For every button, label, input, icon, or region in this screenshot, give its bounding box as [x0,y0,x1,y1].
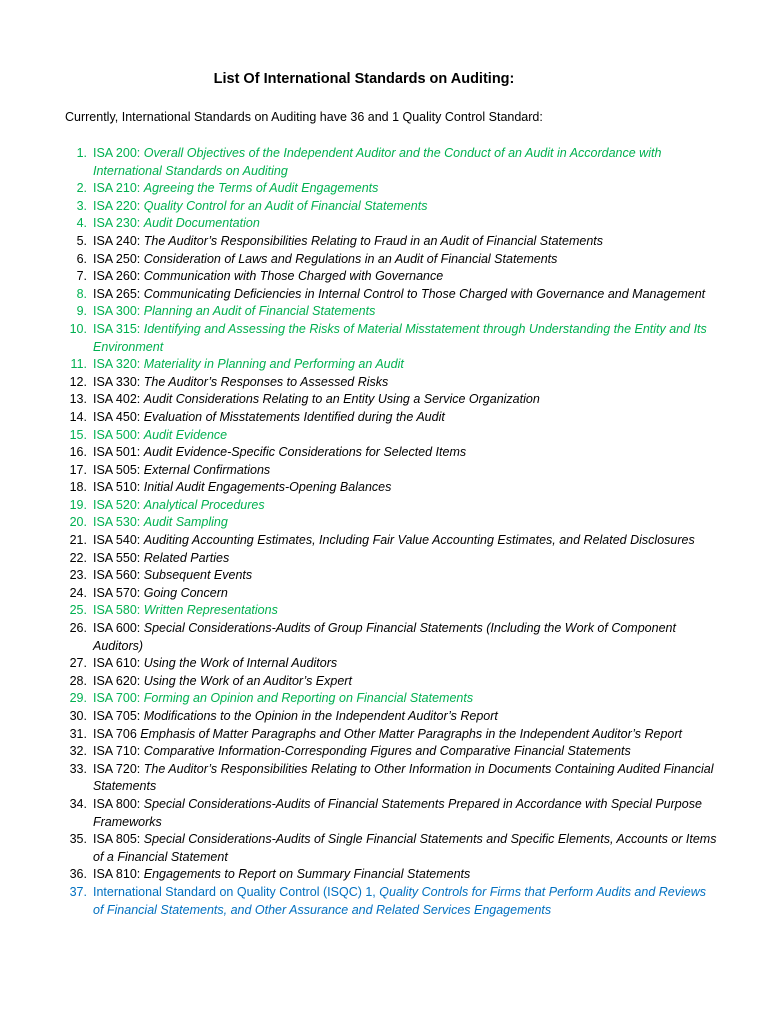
list-item-text [93,690,718,708]
standard-code: ISA 530: [93,515,144,530]
list-item-number: 3. [76,198,87,213]
list-item-text [93,180,718,198]
list-item [0,585,768,603]
standard-title: Modifications to the Opinion in the Independent Auditor’s Report [143,709,498,723]
list-item [0,673,768,691]
standard-code: ISA 805: [93,832,144,847]
list-item [0,761,768,796]
list-item-text [93,356,718,374]
list-item-text [93,374,718,392]
list-item [0,743,768,761]
list-item-text [93,251,718,269]
list-item-number: 21. [69,533,87,548]
standard-code: ISA 810: [93,867,144,882]
standard-code: ISA 505: [93,462,144,477]
list-item-number: 24. [69,585,87,600]
list-item-text [93,479,718,497]
standard-code: ISA 210: [93,181,144,196]
list-item [0,374,768,392]
list-item-number: 10. [69,321,87,336]
list-item-number: 25. [69,603,87,618]
standard-code: ISA 800: [93,796,144,811]
list-item-text [93,444,718,462]
standard-title: Subsequent Events [143,568,253,583]
list-item-number: 32. [69,744,87,759]
standard-title: Audit Evidence [143,427,228,442]
standard-title: Materiality in Planning and Performing an Audit [143,357,404,372]
list-item-number: 23. [69,568,87,583]
list-item-number: 1. [76,146,87,160]
standard-code: International Standard on Quality Control (ISQC) 1, [93,884,380,899]
standard-code: ISA 300: [93,304,144,319]
standard-title: Identifying and Assessing the Risks of Material Misstatement through Understanding the Entity and Its Environment [93,321,707,354]
list-item-number: 8. [76,286,87,301]
list-item-text [93,585,718,603]
standard-code: ISA 720: [93,761,144,776]
list-item-text [93,796,718,831]
list-item [0,251,768,269]
list-item-text [93,866,718,884]
list-item [0,690,768,708]
list-item-text [93,743,718,761]
standard-title: Written Representations [143,603,278,618]
list-item-number: 20. [69,515,87,530]
list-item-number: 7. [76,269,87,284]
standard-title: Going Concern [143,585,228,600]
list-item-text [93,198,718,216]
list-item-text [93,409,718,427]
list-item [0,796,768,831]
standard-title: Using the Work of Internal Auditors [143,656,338,671]
list-item-number: 19. [69,497,87,512]
list-item-number: 37. [69,884,87,899]
standard-title: Engagements to Report on Summary Financial Statements [143,867,471,882]
standard-title: Analytical Procedures [143,497,265,512]
list-item [0,831,768,866]
list-item-number: 11. [70,357,87,372]
list-item-text [93,303,718,321]
list-item [0,444,768,462]
standard-code: ISA 501: [93,445,144,460]
list-item [0,514,768,532]
list-item-text [93,215,718,233]
standard-code: ISA 315: [93,321,144,336]
list-item [0,532,768,550]
list-item-text [93,391,718,409]
list-item [0,145,768,180]
standard-title: Quality Controls for Firms that Perform Audits and Reviews of Financial Statements, and Other Assurance and Related Services Engagements [93,884,706,917]
list-item-text [93,514,718,532]
list-item-text [93,620,718,655]
list-item [0,602,768,620]
standard-code: ISA 240: [93,233,144,248]
list-item-number: 17. [69,462,87,477]
standard-title: Comparative Information-Corresponding Figures and Comparative Financial Statements [143,744,631,759]
standard-title: The Auditor’s Responsibilities Relating to Other Information in Documents Containing Audited Financial Statements [93,761,714,794]
standard-code: ISA 600: [93,621,144,636]
standard-code: ISA 200: [93,146,144,160]
standard-code: ISA 620: [93,673,144,688]
standard-code: ISA 706 [93,726,141,741]
standard-title: Evaluation of Misstatements Identified during the Audit [143,409,445,424]
standard-title: Consideration of Laws and Regulations in an Audit of Financial Statements [143,251,558,266]
standard-title: Special Considerations-Audits of Group Financial Statements (Including the Work of Component Auditors) [93,621,676,653]
standard-title: Forming an Opinion and Reporting on Financial Statements [143,691,474,706]
list-item-text [93,567,718,585]
list-item-number: 29. [69,691,87,706]
standard-code: ISA 540: [93,533,144,548]
page-title: List Of International Standards on Auditing: [213,71,515,87]
standard-title: Audit Sampling [143,515,228,530]
standard-code: ISA 260: [93,269,144,284]
standard-code: ISA 402: [93,392,144,407]
list-item-text [93,550,718,568]
standard-title: Special Considerations-Audits of Financial Statements Prepared in Accordance with Special Purpose Frameworks [93,796,702,829]
list-item-number: 30. [69,709,87,723]
list-item [0,427,768,445]
standard-title: Related Parties [143,550,230,565]
list-item-text [93,761,718,796]
list-item-text [93,602,718,620]
list-item [0,356,768,374]
standard-code: ISA 550: [93,550,144,565]
list-item [0,708,768,726]
standard-title: Audit Considerations Relating to an Entity Using a Service Organization [143,392,540,407]
list-item-number: 12. [69,374,87,389]
list-item-text [93,673,718,691]
standard-code: ISA 230: [93,216,144,231]
standard-title: Agreeing the Terms of Audit Engagements [143,181,379,196]
list-item-text [93,268,718,286]
list-item [0,215,768,233]
list-item-number: 31. [69,726,87,741]
list-item [0,462,768,480]
standard-code: ISA 705: [93,709,144,723]
list-item [0,497,768,515]
list-item-text [93,655,718,673]
list-item [0,321,768,356]
standard-code: ISA 580: [93,603,144,618]
list-item-number: 6. [76,251,87,266]
standard-code: ISA 330: [93,374,144,389]
list-item [0,268,768,286]
list-item [0,726,768,744]
list-item-number: 27. [69,656,87,671]
standard-code: ISA 570: [93,585,144,600]
standard-code: ISA 510: [93,480,144,495]
list-item-number: 4. [76,216,87,231]
standard-title: Communicating Deficiencies in Internal Control to Those Charged with Governance and Management [143,286,706,301]
standard-title: Using the Work of an Auditor’s Expert [143,673,352,688]
standards-list [0,145,768,919]
standard-code: ISA 500: [93,427,144,442]
standard-title: Special Considerations-Audits of Single Financial Statements and Specific Elements, Accounts or Items of a Financial Statement [93,832,717,864]
standard-code: ISA 710: [93,744,144,759]
list-item-text [93,286,718,304]
list-item-text [93,884,718,919]
list-item-text [93,233,718,251]
standard-code: ISA 450: [93,409,144,424]
list-item-number: 26. [69,621,87,636]
standard-title: Planning an Audit of Financial Statements [143,304,376,319]
list-item-number: 15. [69,427,87,442]
list-item-number: 18. [69,480,87,495]
list-item-number: 13. [69,392,87,407]
standard-code: ISA 560: [93,568,144,583]
standard-code: ISA 265: [93,286,144,301]
standard-title: External Confirmations [143,462,271,477]
standard-title: Initial Audit Engagements-Opening Balances [143,480,392,495]
list-item [0,286,768,304]
list-item-number: 22. [69,550,87,565]
list-item [0,233,768,251]
list-item [0,866,768,884]
list-item-text [93,321,718,356]
list-item [0,303,768,321]
standard-title: The Auditor’s Responsibilities Relating to Fraud in an Audit of Financial Statements [143,233,604,248]
list-item-number: 5. [76,233,87,248]
list-item [0,550,768,568]
list-item-text [93,532,718,550]
standard-code: ISA 520: [93,497,144,512]
list-item [0,391,768,409]
standard-code: ISA 250: [93,251,144,266]
list-item-number: 34. [69,796,87,811]
standard-title: Communication with Those Charged with Governance [143,269,444,284]
list-item-number: 28. [69,673,87,688]
list-item [0,884,768,919]
list-item-text [93,708,718,726]
list-item-text [93,497,718,515]
standard-title: Auditing Accounting Estimates, Including Fair Value Accounting Estimates, and Related Disclosures [143,533,695,548]
list-item-text [93,145,718,180]
standard-code: ISA 320: [93,357,144,372]
standard-title: Overall Objectives of the Independent Auditor and the Conduct of an Audit in Accordance with International Standards on Auditing [93,146,662,178]
list-item-number: 33. [69,761,87,776]
list-item [0,567,768,585]
list-item-number: 9. [76,304,87,319]
list-item-number: 14. [69,409,87,424]
list-item [0,620,768,655]
list-item-number: 16. [69,445,87,460]
standard-code: ISA 220: [93,198,144,213]
intro-paragraph: Currently, International Standards on Auditing have 36 and 1 Quality Control Standard: [65,110,543,124]
standard-code: ISA 700: [93,691,144,706]
list-item-text [93,831,718,866]
list-item [0,198,768,216]
list-item-text [93,726,718,744]
standard-title: The Auditor’s Responses to Assessed Risks [143,374,389,389]
standard-title: Quality Control for an Audit of Financial Statements [143,198,428,213]
standard-title: Emphasis of Matter Paragraphs and Other Matter Paragraphs in the Independent Auditor’s Report [140,726,683,741]
standard-title: Audit Evidence-Specific Considerations for Selected Items [143,445,467,460]
list-item-number: 36. [69,867,87,882]
list-item [0,180,768,198]
list-item-text [93,427,718,445]
list-item [0,655,768,673]
list-item [0,409,768,427]
standard-title: Audit Documentation [143,216,260,231]
list-item-text [93,462,718,480]
list-item-number: 35. [69,832,87,847]
list-item [0,479,768,497]
standard-code: ISA 610: [93,656,144,671]
list-item-number: 2. [76,181,87,196]
